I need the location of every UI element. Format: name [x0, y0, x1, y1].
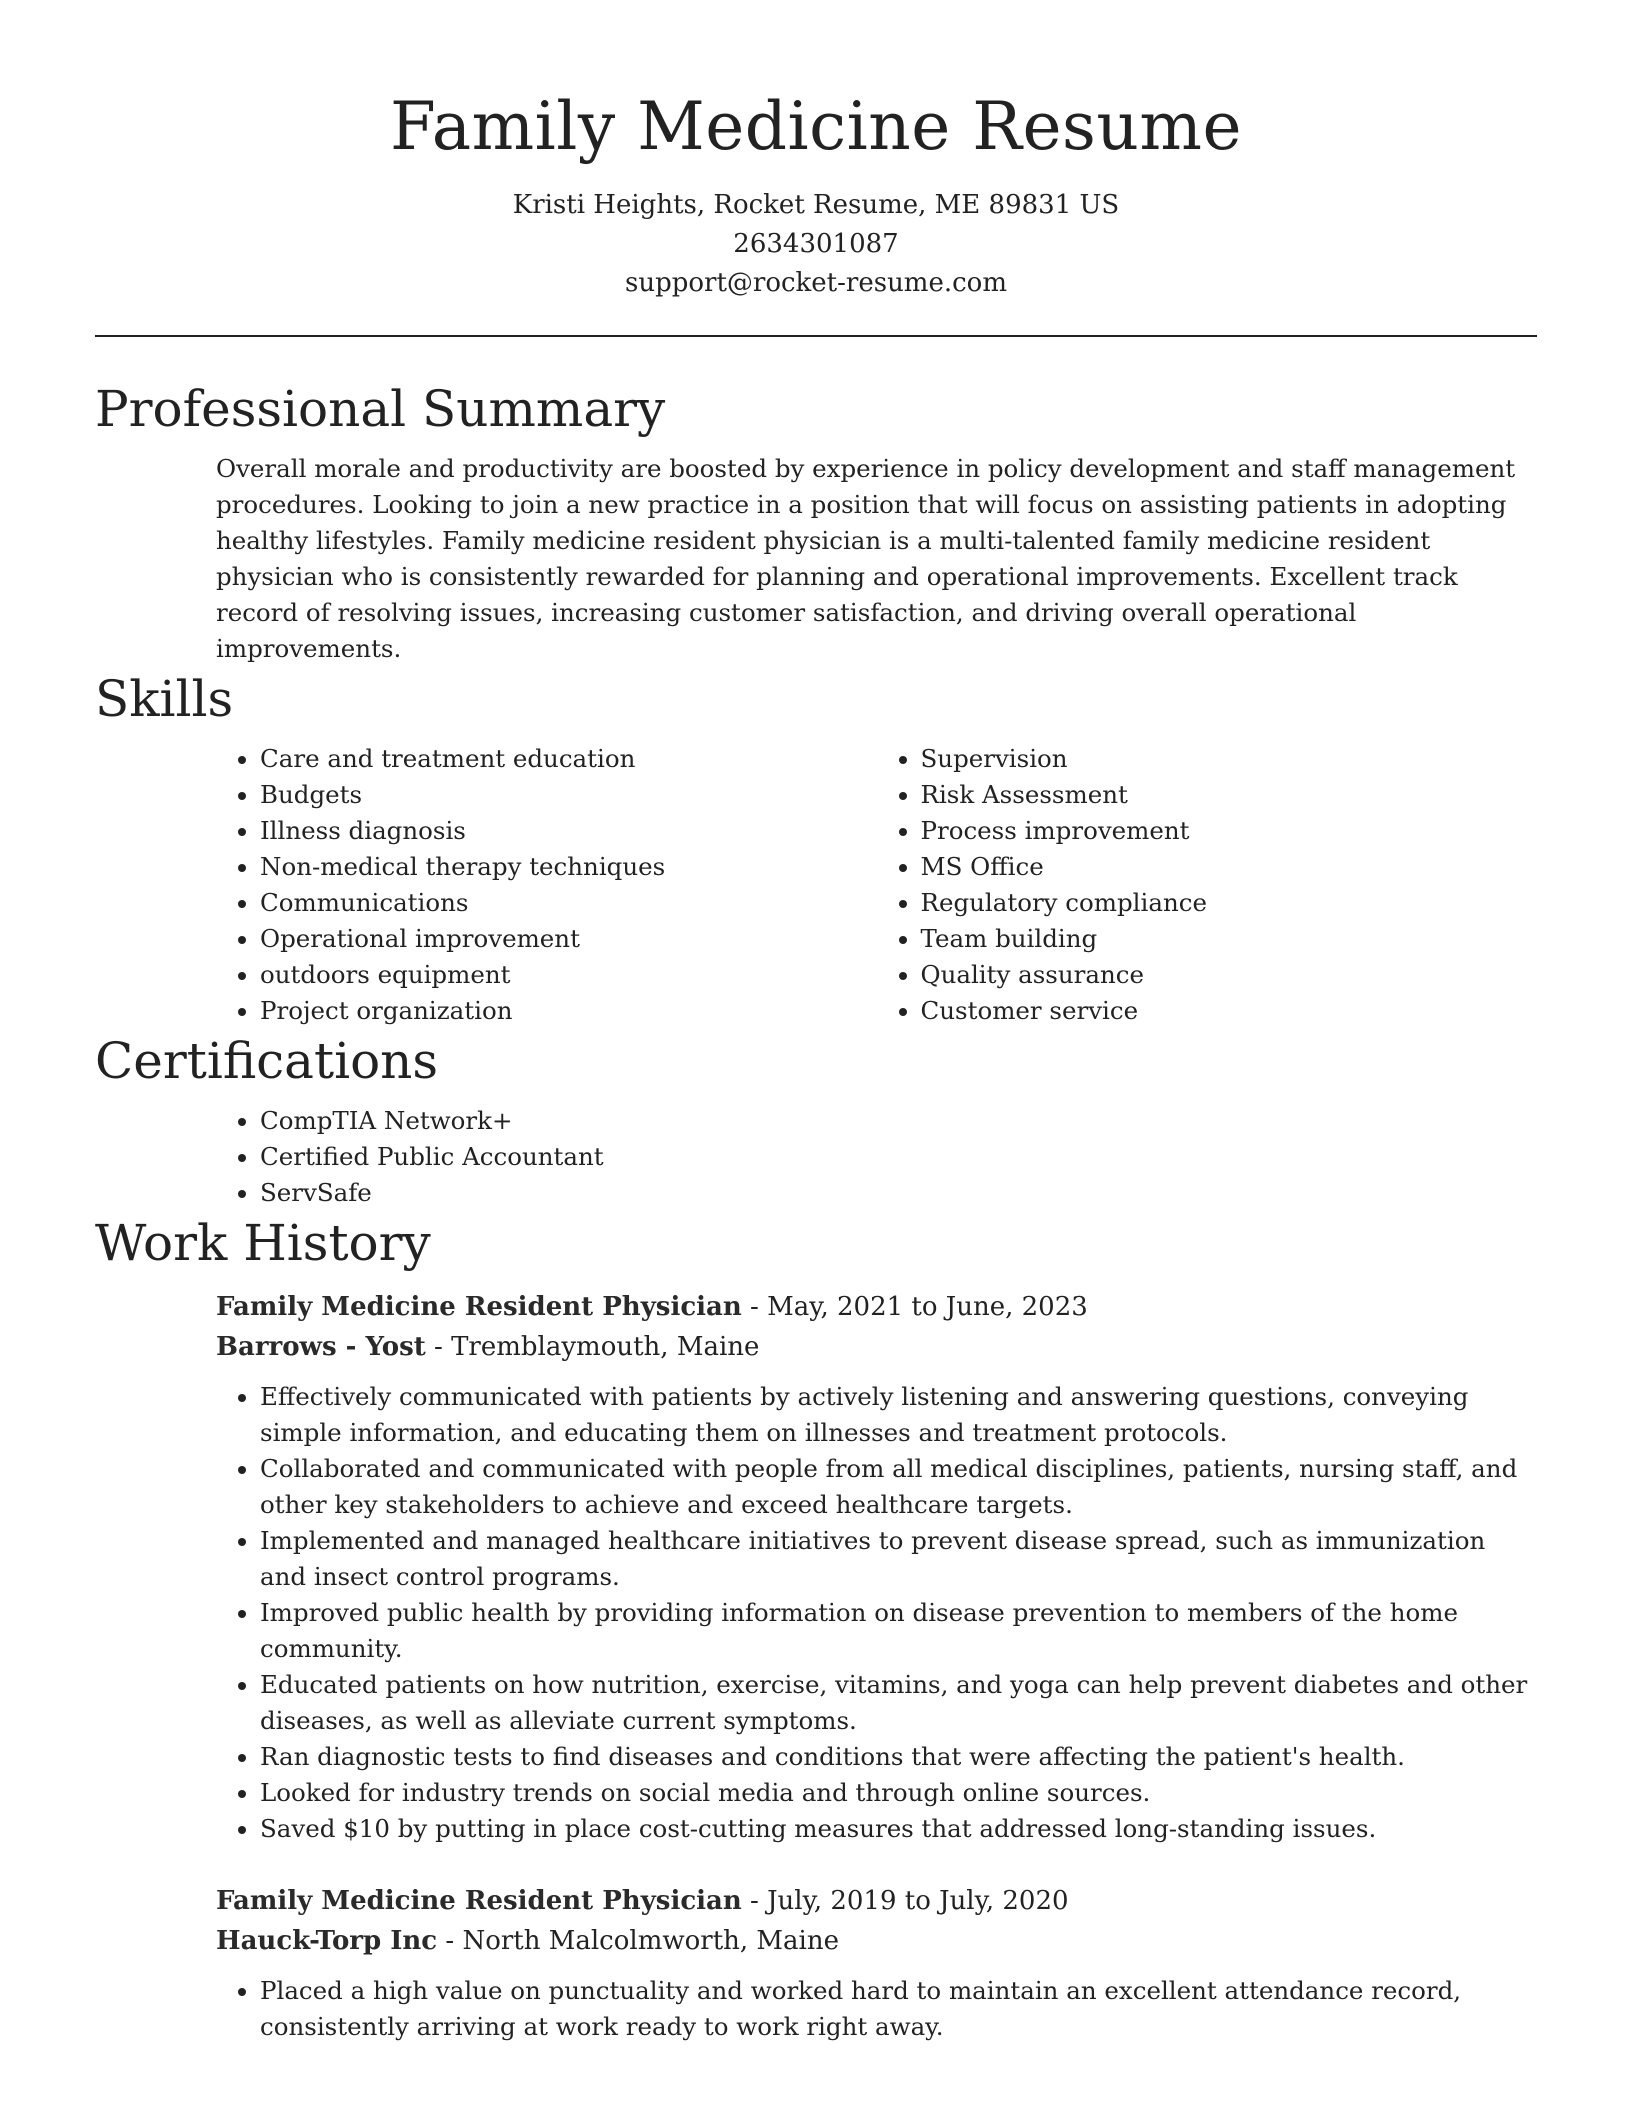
- list-item: • Risk Assessment: [921, 777, 1538, 813]
- list-item: • Non-medical therapy techniques: [260, 849, 877, 885]
- email: support@rocket-resume.com: [624, 268, 1007, 298]
- job-location: - North Malcolmworth, Maine: [437, 1926, 839, 1956]
- job-position: Family Medicine Resident Physician: [216, 1292, 742, 1322]
- phone: 2634301087: [733, 229, 899, 259]
- list-item: • Certified Public Accountant: [260, 1139, 1537, 1175]
- list-item: • CompTIA Network+: [260, 1103, 1537, 1139]
- list-item: • Educated patients on how nutrition, exercise, vitamins, and yoga can help prevent diabetes and other diseases, as well as alleviate current symptoms.: [260, 1667, 1537, 1739]
- list-item: • Looked for industry trends on social media and through online sources.: [260, 1775, 1537, 1811]
- list-item: • Improved public health by providing information on disease prevention to members of the home community.: [260, 1595, 1537, 1667]
- certifications-section: [95, 1029, 1537, 1211]
- job-bullet-list: [216, 1973, 1537, 2045]
- list-item: • Supervision: [921, 741, 1538, 777]
- job-title-line: [216, 1287, 1537, 1327]
- list-item: • Quality assurance: [921, 957, 1538, 993]
- job-position: Family Medicine Resident Physician: [216, 1886, 742, 1916]
- list-item: • Customer service: [921, 993, 1538, 1029]
- list-item: • Ran diagnostic tests to find diseases and conditions that were affecting the patient's health.: [260, 1739, 1537, 1775]
- address: Kristi Heights, Rocket Resume, ME 89831 US: [512, 190, 1120, 220]
- certifications-list: [216, 1103, 1537, 1211]
- list-item: • Budgets: [260, 777, 877, 813]
- job-company: Hauck-Torp Inc: [216, 1926, 438, 1956]
- job-company: Barrows - Yost: [216, 1332, 426, 1362]
- skills-heading: Skills: [95, 670, 234, 728]
- list-item: • Effectively communicated with patients by actively listening and answering questions, conveying simple information, and educating them on illnesses and treatment protocols.: [260, 1379, 1537, 1451]
- resume-title: Family Medicine Resume: [389, 88, 1243, 165]
- skills-list-right: [877, 741, 1538, 1029]
- list-item: • Illness diagnosis: [260, 813, 877, 849]
- skills-list-left: [216, 741, 877, 1029]
- list-item: • Team building: [921, 921, 1538, 957]
- summary-text: Overall morale and productivity are boosted by experience in policy development and staff management procedures. Looking to join a new practice in a position that will focus on assisting patients in adopting healthy lifestyles. Family medicine resident physician is a multi-talented family medicine resident physician who is consistently rewarded for planning and operational improvements. Excellent track record of resolving issues, increasing customer satisfaction, and driving overall operational improvements.: [216, 454, 1516, 663]
- header-divider: [95, 335, 1537, 337]
- skills-section: [95, 667, 1537, 1029]
- summary-heading: Professional Summary: [95, 380, 666, 438]
- list-item: • Regulatory compliance: [921, 885, 1538, 921]
- job-dates: - July, 2019 to July, 2020: [741, 1886, 1069, 1916]
- certifications-heading: Certifications: [95, 1032, 439, 1090]
- list-item: • Care and treatment education: [260, 741, 877, 777]
- job-entry: [95, 1881, 1537, 2045]
- list-item: • Process improvement: [921, 813, 1538, 849]
- work-history-section: [95, 1211, 1537, 2045]
- job-location: - Tremblaymouth, Maine: [425, 1332, 760, 1362]
- list-item: • outdoors equipment: [260, 957, 877, 993]
- list-item: • ServSafe: [260, 1175, 1537, 1211]
- contact-block: [95, 186, 1537, 303]
- work-history-heading: Work History: [95, 1214, 431, 1272]
- list-item: • MS Office: [921, 849, 1538, 885]
- resume-header: [95, 0, 1537, 303]
- list-item: • Communications: [260, 885, 877, 921]
- list-item: • Project organization: [260, 993, 877, 1029]
- job-dates: - May, 2021 to June, 2023: [741, 1292, 1088, 1322]
- job-company-line: [216, 1327, 1537, 1367]
- job-entry: [95, 1287, 1537, 1847]
- list-item: • Saved $10 by putting in place cost-cutting measures that addressed long-standing issues.: [260, 1811, 1537, 1847]
- list-item: • Operational improvement: [260, 921, 877, 957]
- job-title-line: [216, 1881, 1537, 1921]
- summary-section: [95, 377, 1537, 667]
- list-item: • Collaborated and communicated with people from all medical disciplines, patients, nursing staff, and other key stakeholders to achieve and exceed healthcare targets.: [260, 1451, 1537, 1523]
- list-item: • Placed a high value on punctuality and worked hard to maintain an excellent attendance record, consistently arriving at work ready to work right away.: [260, 1973, 1537, 2045]
- job-company-line: [216, 1921, 1537, 1961]
- list-item: • Implemented and managed healthcare initiatives to prevent disease spread, such as immunization and insect control programs.: [260, 1523, 1537, 1595]
- job-bullet-list: [216, 1379, 1537, 1847]
